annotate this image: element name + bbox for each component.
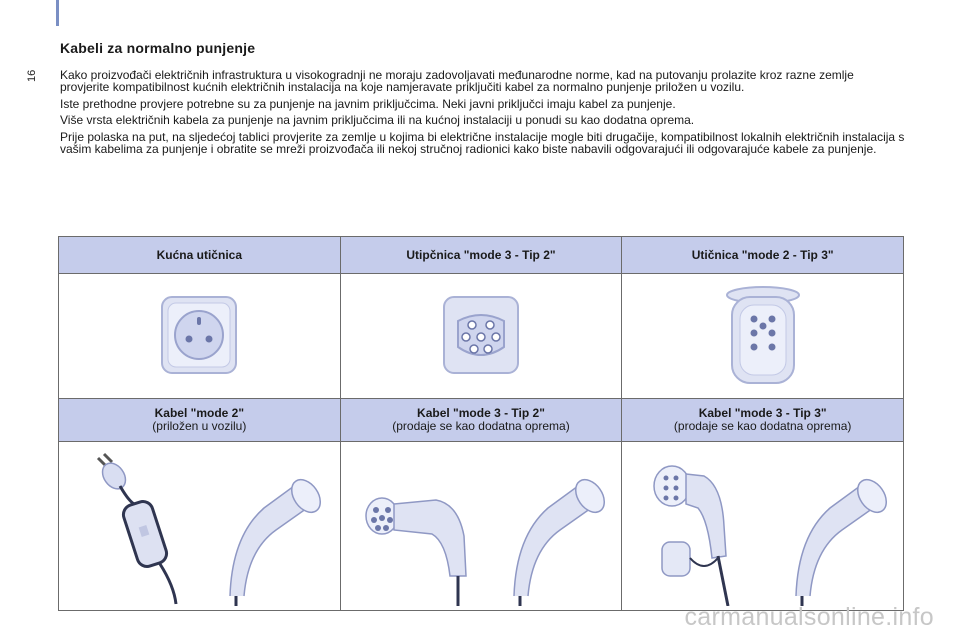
cable-label-row [59, 399, 904, 442]
mode2-cable-label [59, 399, 341, 442]
type2-cable-label [340, 399, 622, 442]
type2-socket-cell [340, 274, 622, 399]
section-title: Kabeli za normalno punjenje [60, 40, 256, 56]
cable-name: Kabel "mode 2" [154, 406, 245, 420]
mode2-cable-cell [59, 442, 341, 611]
watermark: carmanualsonline.info [684, 603, 934, 631]
content [60, 40, 906, 159]
type3-cable-label [622, 399, 904, 442]
type3-cable-cell [622, 442, 904, 611]
cable-name: Kabel "mode 3 - Tip 3" [698, 406, 827, 420]
header-type2-socket: Utipčnica "mode 3 - Tip 2" [340, 237, 622, 274]
type2-socket-icon [436, 291, 526, 381]
cable-image-row [59, 442, 904, 611]
type2-cable-cell [340, 442, 622, 611]
side-accent-bar [56, 0, 59, 26]
cable-note: (priložen u vozilu) [152, 419, 247, 433]
cable-note: (prodaje se kao dodatna oprema) [673, 419, 852, 433]
header-household-socket: Kućna utičnica [59, 237, 341, 274]
household-socket-icon [154, 291, 244, 381]
compatibility-table [58, 236, 904, 611]
header-row [59, 237, 904, 274]
cable-note: (prodaje se kao dodatna oprema) [392, 419, 570, 433]
type3-socket-cell [622, 274, 904, 399]
mode2-cable-icon [64, 446, 334, 606]
page-number: 16 [26, 69, 38, 82]
paragraph-4: Prije polaska na put, na sljedećoj tablici provjerite za zemlje u kojima bi električne instalacije mogle biti drugačije, kompatibilnost lokalnih električnih instalacija s vašim kabelima za punjenje i obratite se mreži proizvođača ili nekoj stručnoj radionici kako biste nabavili odgovarajući ili odgovarajuće kabele za punjenje. [60, 129, 905, 157]
socket-image-row [59, 274, 904, 399]
type3-cable-icon [628, 446, 898, 606]
type3-socket-icon [718, 281, 808, 391]
type2-cable-icon [346, 446, 616, 606]
paragraph-2: Iste prethodne provjere potrebne su za punjenje na javnim priključcima. Neki javni priključci imaju kabel za punjenje. [60, 96, 676, 111]
paragraph-3: Više vrsta električnih kabela za punjenje na javnim priključcima ili na kućnoj instalaciji u ponudi su kao dodatna oprema. [60, 113, 695, 128]
header-type3-socket: Utičnica "mode 2 - Tip 3" [622, 237, 904, 274]
paragraph-1: Kako proizvođači električnih infrastruktura u visokogradnji ne moraju zadovoljavati međunarodne norme, kad na putovanju prolazite kroz razne zemlje provjerite kompatibilnost kućnih električnih instalacija na koje namjeravate priključiti kabel za normalno punjenje priložen u vozilu. [60, 68, 854, 95]
household-socket-cell [59, 274, 341, 399]
cable-name: Kabel "mode 3 - Tip 2" [417, 406, 545, 420]
